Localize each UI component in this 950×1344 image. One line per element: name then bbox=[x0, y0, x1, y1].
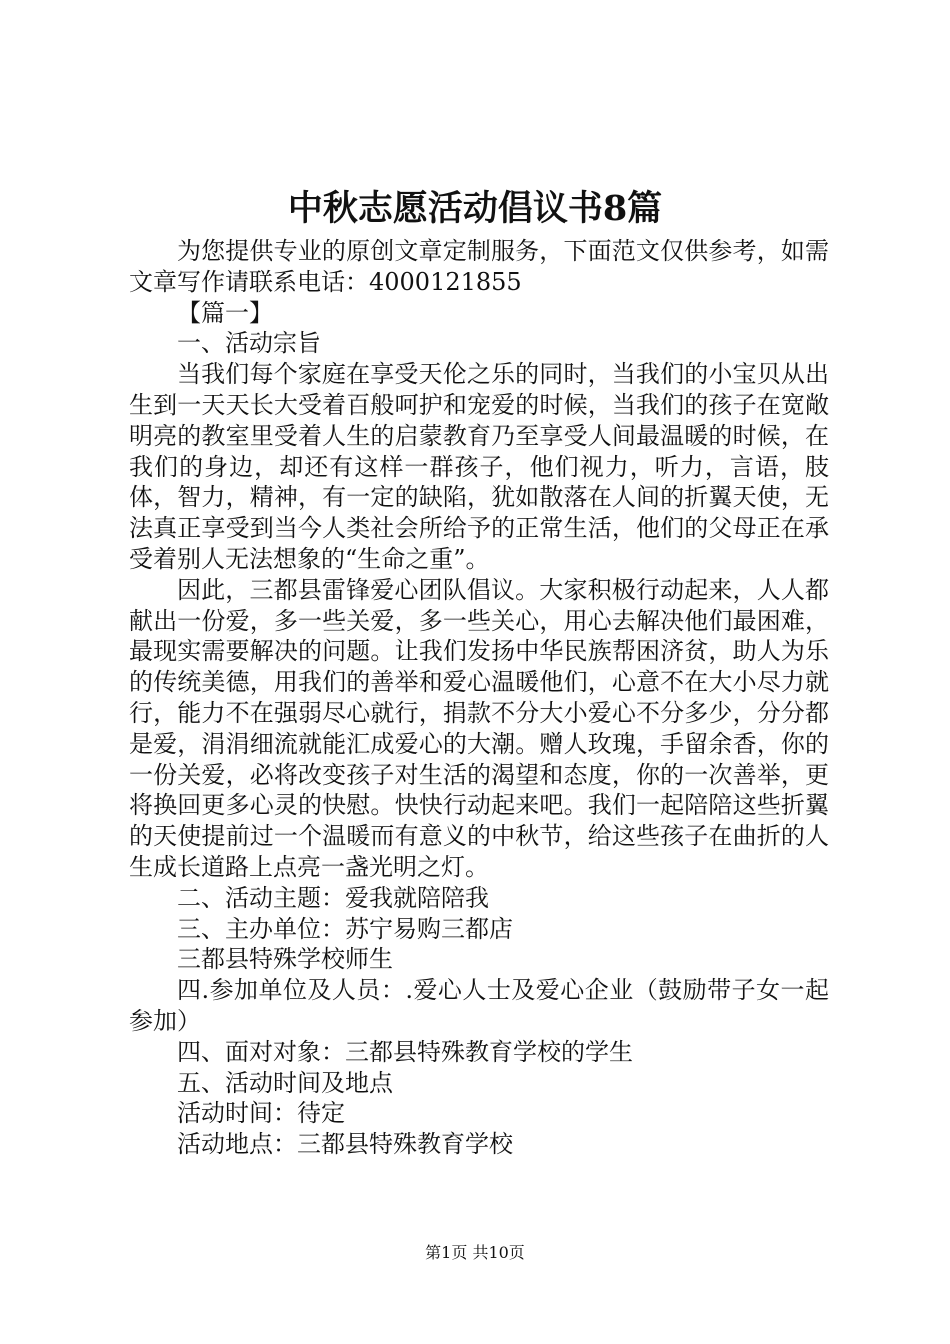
body-paragraph: 因此，三都县雷锋爱心团队倡议。大家积极行动起来，人人都献出一份爱，多一些关爱，多一些关心，用心去解决他们最困难，最现实需要解决的问题。让我们发扬中华民族帮困济贫，助人为乐的传统美德，用我们的善举和爱心温暖他们，心意不在大小尽力就行，能力不在强弱尽心就行，捐款不分大小爱心不分多少，分分都是爱，涓涓细流就能汇成爱心的大潮。赠人玫瑰，手留余香，你的一份关爱，必将改变孩子对生活的渴望和态度，你的一次善举，更将换回更多心灵的快慰。快快行动起来吧。我们一起陪陪这些折翼的天使提前过一个温暖而有意义的中秋节，给这些孩子在曲折的人生成长道路上点亮一盏光明之灯。 bbox=[129, 575, 829, 881]
section-heading-part-one: 【篇一】 bbox=[177, 298, 273, 327]
intro-paragraph: 为您提供专业的原创文章定制服务，下面范文仅供参考，如需文章写作请联系电话：4000121855 bbox=[129, 237, 829, 296]
organizer-line: 三都县特殊学校师生 bbox=[177, 945, 393, 974]
document-body bbox=[129, 236, 829, 1160]
heading-time-and-place: 五、活动时间及地点 bbox=[177, 1068, 393, 1097]
body-paragraph: 当我们每个家庭在享受天伦之乐的同时，当我们的小宝贝从出生到一天天长大受着百般呵护和宠爱的时候，当我们的孩子在宽敞明亮的教室里受着人生的启蒙教育乃至享受人间最温暖的时候，在我们的身边，却还有这样一群孩子，他们视力，听力，言语，肢体，智力，精神，有一定的缺陷，犹如散落在人间的折翼天使，无法真正享受到当今人类社会所给予的正常生活，他们的父母正在承受着别人无法想象的“生命之重”。 bbox=[129, 360, 829, 573]
activity-time-line: 活动时间：待定 bbox=[177, 1099, 345, 1128]
heading-target-audience: 四、面对对象：三都县特殊教育学校的学生 bbox=[177, 1037, 633, 1066]
heading-organizer: 三、主办单位：苏宁易购三都店 bbox=[177, 914, 513, 943]
activity-place-line: 活动地点：三都县特殊教育学校 bbox=[177, 1130, 513, 1159]
heading-activity-purpose: 一、活动宗旨 bbox=[177, 329, 321, 358]
document-title: 中秋志愿活动倡议书8篇 bbox=[287, 188, 663, 229]
heading-participants: 四.参加单位及人员：.爱心人士及爱心企业（鼓励带子女一起参加） bbox=[129, 976, 829, 1035]
heading-activity-theme: 二、活动主题：爱我就陪陪我 bbox=[177, 883, 489, 912]
page-footer: 第1页 共10页 bbox=[425, 1243, 525, 1262]
